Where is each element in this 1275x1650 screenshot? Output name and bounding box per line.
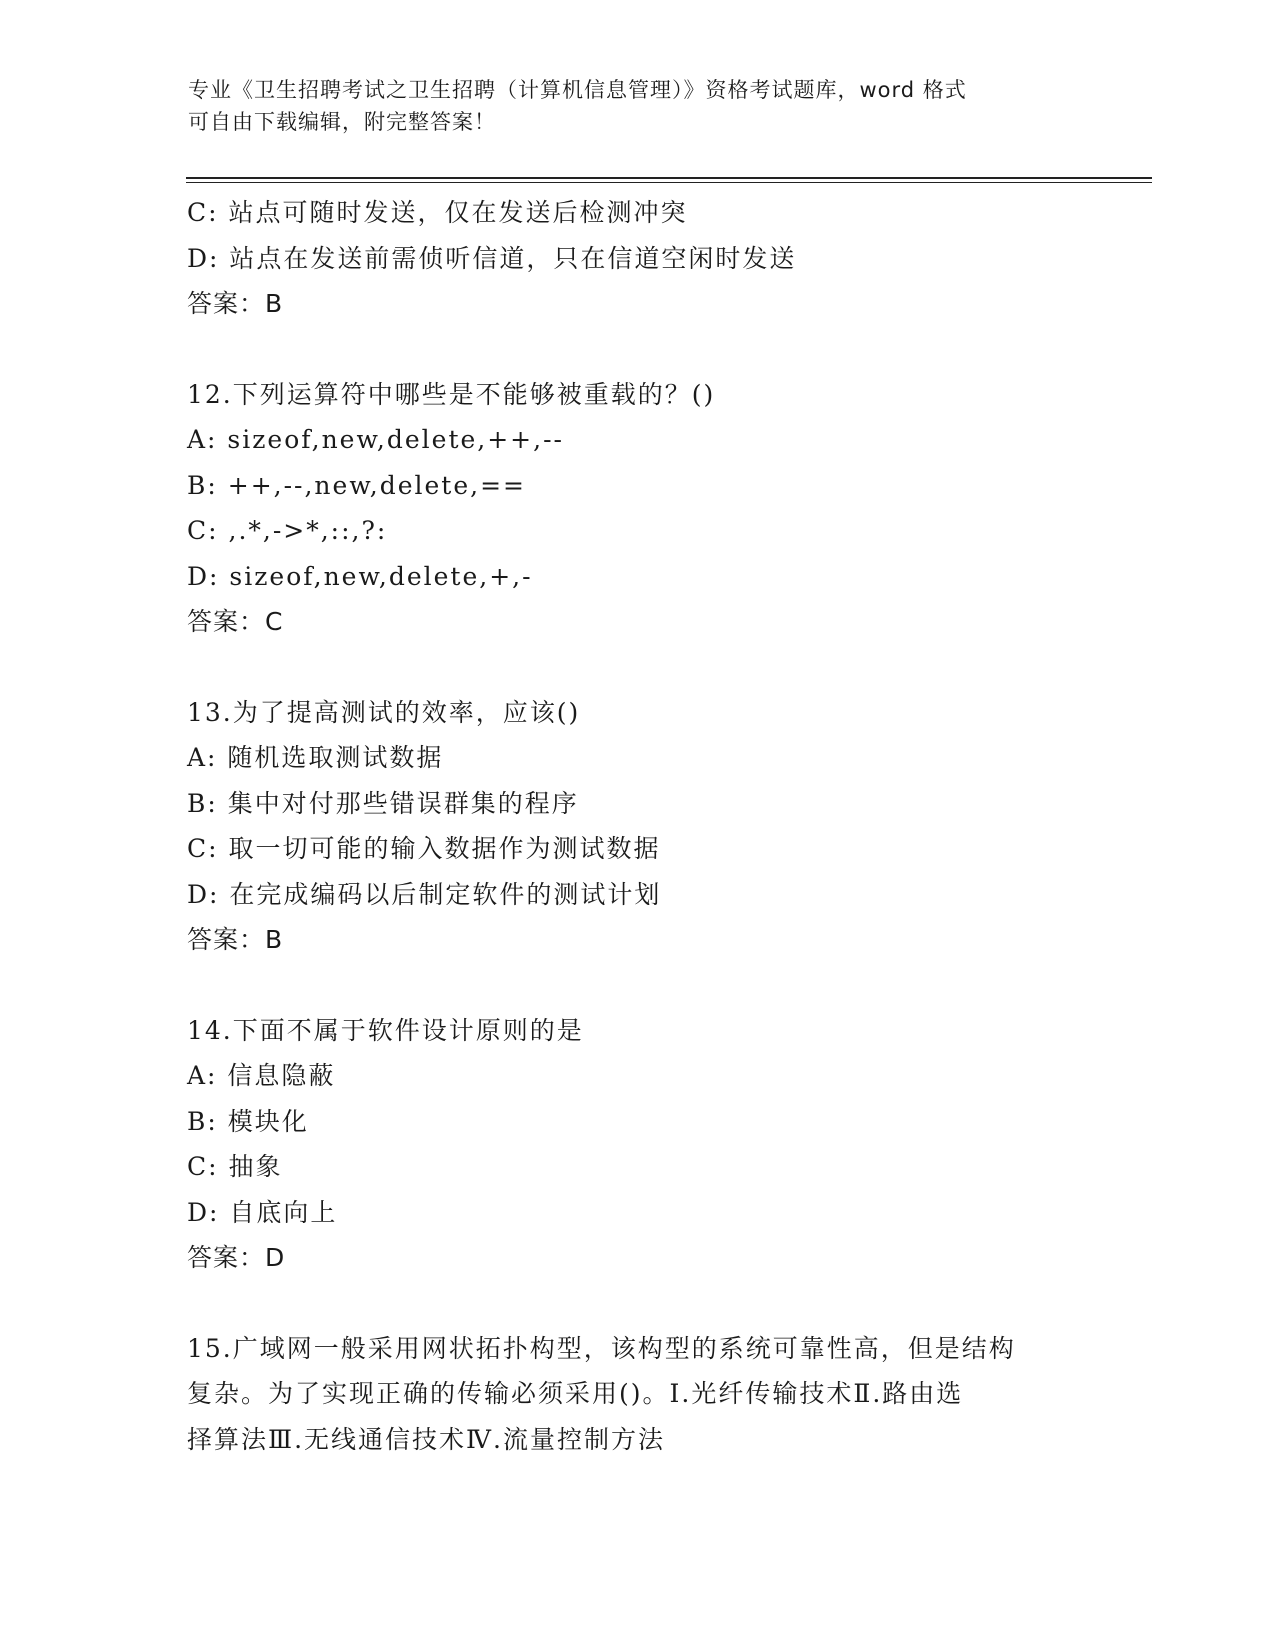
- question-stem: 13.为了提高测试的效率，应该(): [187, 697, 581, 727]
- option-d: D: 在完成编码以后制定软件的测试计划: [187, 879, 662, 909]
- option-a: A: sizeof,new,delete,++,--: [187, 425, 564, 454]
- question-stem-line-3: 择算法Ⅲ.无线通信技术Ⅳ.流量控制方法: [187, 1424, 665, 1454]
- option-c: C: 抽象: [187, 1152, 283, 1181]
- option-d: D: 站点在发送前需侦听信道，只在信道空闲时发送: [187, 243, 797, 273]
- header-line-2: 可自由下载编辑，附完整答案！: [188, 110, 496, 134]
- question-list: [187, 190, 1087, 1462]
- question-13: [187, 690, 1087, 963]
- answer-label: 答案：B: [187, 289, 284, 318]
- answer-label: 答案：C: [187, 607, 284, 636]
- option-d: D: sizeof,new,delete,+,-: [187, 561, 533, 591]
- header-divider-thin: [186, 182, 1152, 183]
- question-15: [187, 1326, 1087, 1463]
- option-a: A: 信息隐蔽: [187, 1061, 336, 1090]
- header-divider-thick: [186, 177, 1152, 179]
- question-stem-line-1: 15.广域网一般采用网状拓扑构型，该构型的系统可靠性高，但是结构: [187, 1333, 1016, 1363]
- option-b: B: 集中对付那些错误群集的程序: [187, 788, 579, 818]
- question-stem-line-2: 复杂。为了实现正确的传输必须采用()。Ⅰ.光纤传输技术Ⅱ.路由选: [187, 1379, 964, 1408]
- question-11: [187, 190, 1087, 327]
- question-stem: 14.下面不属于软件设计原则的是: [187, 1015, 584, 1045]
- option-b: B: ++,--,new,delete,==: [187, 470, 526, 500]
- question-14: [187, 1008, 1087, 1281]
- header-line-1: 专业《卫生招聘考试之卫生招聘（计算机信息管理）》资格考试题库，word 格式: [188, 78, 967, 102]
- option-b: B: 模块化: [187, 1106, 309, 1136]
- option-c: C: ,.*,->*,::,?:: [187, 516, 388, 545]
- answer-label: 答案：D: [187, 1243, 286, 1272]
- question-stem: 12.下列运算符中哪些是不能够被重载的？(): [187, 379, 716, 409]
- document-header: [188, 74, 1088, 138]
- option-c: C: 取一切可能的输入数据作为测试数据: [187, 834, 661, 863]
- question-12: [187, 372, 1087, 645]
- option-c: C: 站点可随时发送，仅在发送后检测冲突: [187, 198, 688, 227]
- answer-label: 答案：B: [187, 925, 284, 954]
- option-a: A: 随机选取测试数据: [187, 743, 444, 772]
- option-d: D: 自底向上: [187, 1197, 338, 1227]
